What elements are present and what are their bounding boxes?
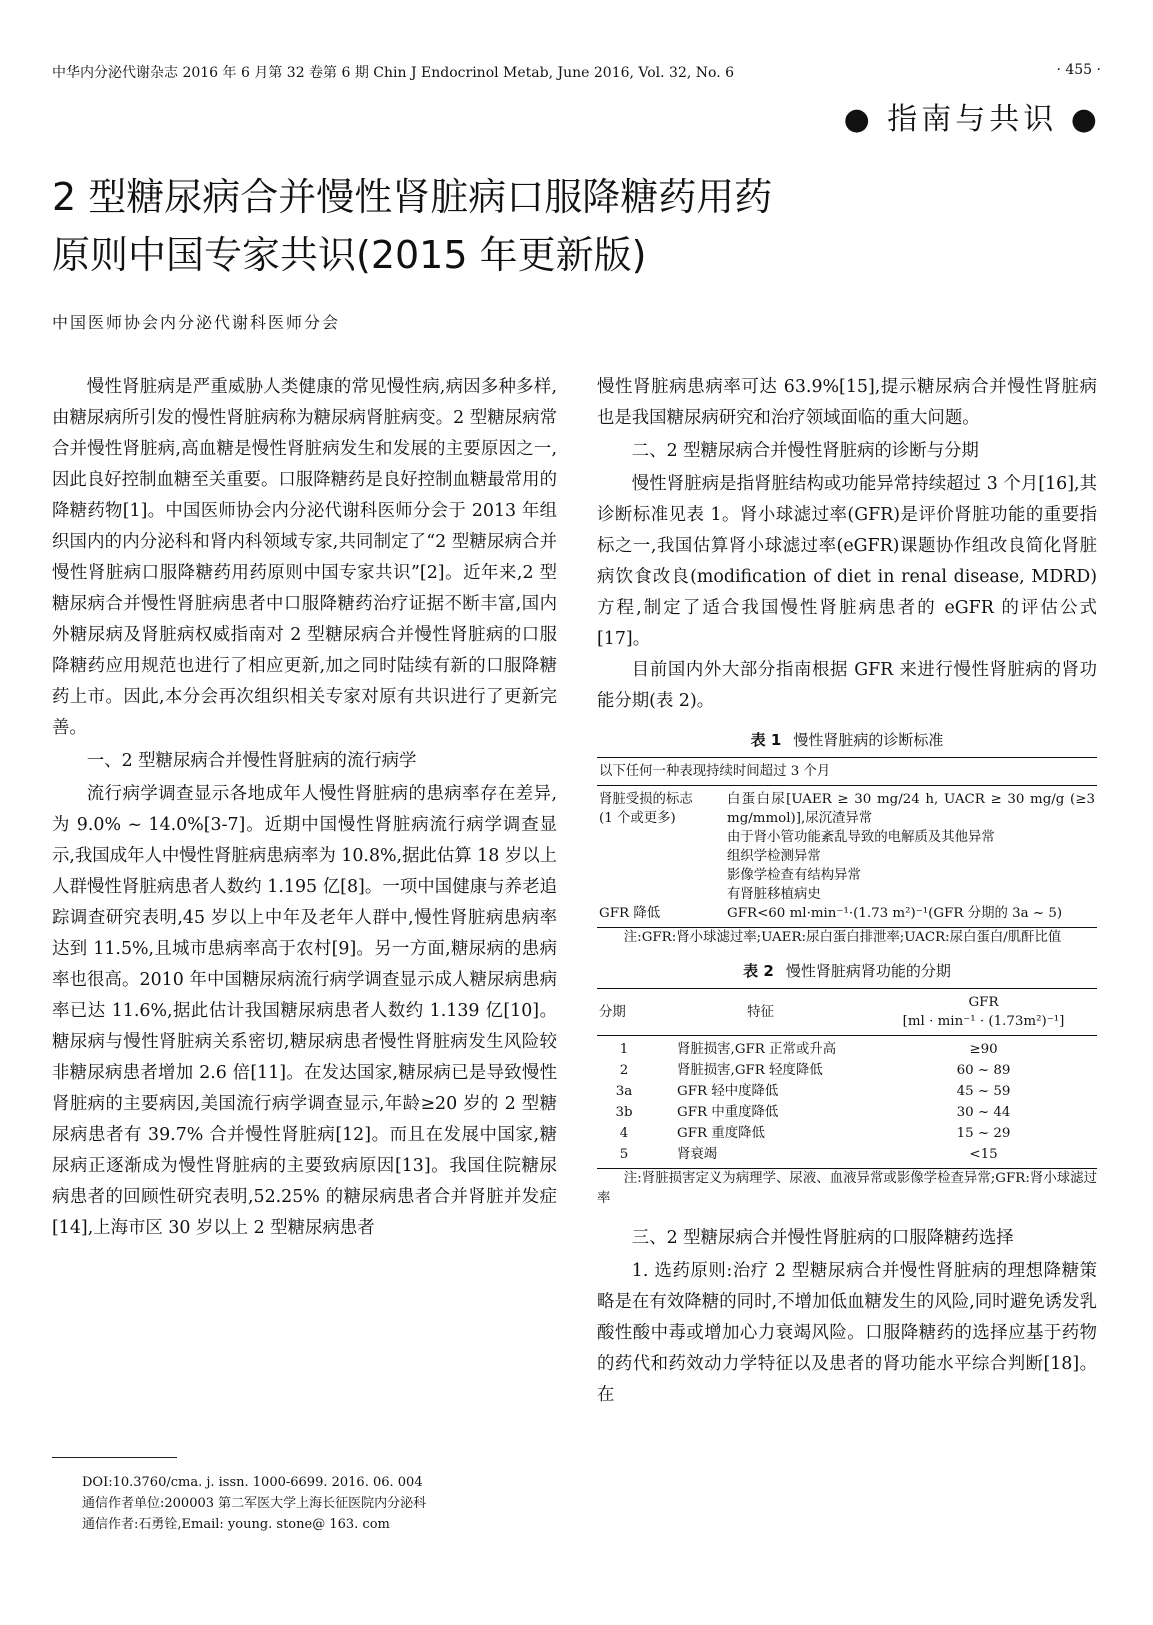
table2-stage: 5 <box>619 1147 629 1162</box>
table1 <box>597 757 1097 928</box>
paragraph-diagnosis: 慢性肾脏病是指肾脏结构或功能异常持续超过 3 个月[16],其诊断标准见表 1。肾小球滤过率(GFR)是评价肾脏功能的重要指标之一,我国估算肾小球滤过率(eGFR)课题协作组改良简化肾脏病饮食改良(modification of diet in renal disease, MDRD)方程,制定了适合我国慢性肾脏病患者的 eGFR 的评估公式[17]。 <box>597 474 1097 649</box>
table2-title: 慢性肾脏病肾功能的分期 <box>785 962 951 980</box>
table2-caption <box>597 960 1097 982</box>
table2-col-gfr-line2: [ml · min⁻¹ · (1.73m²)⁻¹] <box>902 1014 1065 1029</box>
table2-gfr: ≥90 <box>969 1042 998 1057</box>
paragraph-staging: 目前国内外大部分指南根据 GFR 来进行慢性肾脏病的肾功能分期(表 2)。 <box>597 660 1097 711</box>
table2-stage: 2 <box>619 1063 629 1078</box>
table1-note: 注:GFR:肾小球滤过率;UAER:尿白蛋白排泄率;UACR:尿白蛋白/肌酐比值 <box>623 930 1062 945</box>
table2-feature: 肾脏损害,GFR 轻度降低 <box>677 1063 823 1078</box>
paragraph-drug-selection: 1. 选药原则:治疗 2 型糖尿病合并慢性肾脏病的理想降糖策略是在有效降糖的同时,不增加低血糖发生的风险,同时避免诱发乳酸性酸中毒或增加心力衰竭风险。口服降糖药的选择应基于药物的药代和药效动力学特征以及患者的肾功能水平综合判断[18]。在 <box>597 1261 1097 1405</box>
table2-note: 注:肾脏损害定义为病理学、尿液、血液异常或影像学检查异常;GFR:肾小球滤过率 <box>597 1171 1097 1206</box>
left-column <box>52 372 557 1244</box>
table2-col-stage: 分期 <box>597 989 651 1036</box>
footnotes <box>82 1472 426 1535</box>
table2-stage: 4 <box>619 1126 629 1141</box>
section-tag: ● 指南与共识 ● <box>843 102 1101 137</box>
table2-gfr: <15 <box>969 1147 998 1162</box>
footnote-unit: 通信作者单位:200003 第二军医大学上海长征医院内分泌科 <box>82 1496 427 1511</box>
table2-gfr: 15 ~ 29 <box>956 1126 1011 1141</box>
table2-stage: 3b <box>615 1105 633 1120</box>
table2-stage: 3a <box>615 1084 633 1099</box>
table-row <box>597 1123 1097 1144</box>
table2-col-feature: 特征 <box>651 989 870 1036</box>
table1-title: 慢性肾脏病的诊断标准 <box>793 731 944 749</box>
table-row <box>597 1060 1097 1081</box>
table1-row2-label: GFR 降低 <box>599 906 661 921</box>
paragraph-epidemiology: 流行病学调查显示各地成年人慢性肾脏病的患病率存在差异,为 9.0% ~ 14.0%[3-7]。近期中国慢性肾脏病流行病学调查显示,我国成年人中慢性肾脏病患病率为 10.8%,据此估算 18 岁以上人群慢性肾脏病患者人数约 1.195 亿[8]。一项中国健康与养老追踪调查研究表明,45 岁以上中年及老年人群中,慢性肾脏病患病率达到 11.5%,且城市患病率高于农村[9]。另一方面,糖尿病的患病率也很高。2010 年中国糖尿病流行病学调查显示成人糖尿病患病率已达 11.6%,据此估计我国糖尿病患者人数约 1.139 亿[10]。糖尿病与慢性肾脏病关系密切,糖尿病患者慢性肾脏病发生风险较非糖尿病患者增加 2.6 倍[11]。在发达国家,糖尿病已是导致慢性肾脏病的主要病因,美国流行病学调查显示,年龄≥20 岁的 2 型糖尿病患者有 39.7% 合并慢性肾脏病[12]。而且在发展中国家,糖尿病正逐渐成为慢性肾脏病的主要致病原因[13]。我国住院糖尿病患者的回顾性研究表明,52.25% 的糖尿病患者合并肾脏并发症[14],上海市区 30 岁以上 2 型糖尿病患者 <box>52 784 558 1238</box>
table2-feature: GFR 轻中度降低 <box>677 1084 779 1099</box>
table2-col-gfr <box>870 989 1097 1036</box>
footnote-rule <box>52 1457 177 1458</box>
table2-feature: GFR 中重度降低 <box>677 1105 779 1120</box>
table-row <box>597 1144 1097 1169</box>
journal-citation: 中华内分泌代谢杂志 2016 年 6 月第 32 卷第 6 期 Chin J Endocrinol Metab, June 2016, Vol. 32, No. 6 <box>52 65 735 81</box>
title-line-2: 原则中国专家共识(2015 年更新版) <box>52 233 647 277</box>
page-number: · 455 · <box>1056 62 1101 78</box>
table2-feature: 肾衰竭 <box>677 1147 718 1162</box>
article-authors: 中国医师协会内分泌代谢科医师分会 <box>52 313 341 332</box>
table2 <box>597 988 1097 1169</box>
table1-caption <box>597 729 1097 751</box>
footnote-doi: DOI:10.3760/cma. j. issn. 1000-6699. 2016. 06. 004 <box>82 1475 423 1490</box>
table1-header: 以下任何一种表现持续时间超过 3 个月 <box>597 758 1097 786</box>
table1-item: 白蛋白尿[UAER ≥ 30 mg/24 h, UACR ≥ 30 mg/g (≥3 mg/mmol)],尿沉渣异常 <box>727 792 1095 826</box>
section-heading-1: 一、2 型糖尿病合并慢性肾脏病的流行病学 <box>86 751 417 771</box>
table2-stage: 1 <box>619 1042 629 1057</box>
right-column <box>597 372 1097 1411</box>
table1-row1-items <box>725 786 1097 905</box>
table-row <box>597 1102 1097 1123</box>
table2-feature: 肾脏损害,GFR 正常或升高 <box>677 1042 837 1057</box>
table1-item: 影像学检查有结构异常 <box>727 868 861 883</box>
title-line-1: 2 型糖尿病合并慢性肾脏病口服降糖药用药 <box>52 175 773 219</box>
table1-item: 组织学检测异常 <box>727 849 821 864</box>
table1-row1-label <box>597 786 725 905</box>
section-heading-3: 三、2 型糖尿病合并慢性肾脏病的口服降糖药选择 <box>631 1228 1014 1248</box>
table2-gfr: 45 ~ 59 <box>956 1084 1011 1099</box>
table2-col-gfr-line1: GFR <box>968 995 999 1010</box>
table-row <box>597 1081 1097 1102</box>
table1-row2-value: GFR<60 ml·min⁻¹·(1.73 m²)⁻¹(GFR 分期的 3a ~ 5) <box>727 906 1063 921</box>
table1-label: 表 1 <box>750 731 782 749</box>
table1-item: 有肾脏移植病史 <box>727 887 821 902</box>
section-heading-2: 二、2 型糖尿病合并慢性肾脏病的诊断与分期 <box>631 441 979 461</box>
table2-gfr: 30 ~ 44 <box>956 1105 1011 1120</box>
paragraph-intro: 慢性肾脏病是严重威胁人类健康的常见慢性病,病因多种多样,由糖尿病所引发的慢性肾脏病称为糖尿病肾脏病变。2 型糖尿病常合并慢性肾脏病,高血糖是慢性肾脏病发生和发展的主要原因之一,因此良好控制血糖至关重要。口服降糖药是良好控制血糖最常用的降糖药物[1]。中国医师协会内分泌代谢科医师分会于 2013 年组织国内的内分泌科和肾内科领域专家,共同制定了“2 型糖尿病合并慢性肾脏病口服降糖药用药原则中国专家共识”[2]。近年来,2 型糖尿病合并慢性肾脏病患者中口服降糖药治疗证据不断丰富,国内外糖尿病及肾脏病权威指南对 2 型糖尿病合并慢性肾脏病的口服降糖药应用规范也进行了相应更新,加之同时陆续有新的口服降糖药上市。因此,本分会再次组织相关专家对原有共识进行了更新完善。 <box>52 377 557 738</box>
table2-label: 表 2 <box>743 962 774 980</box>
table2-feature: GFR 重度降低 <box>677 1126 765 1141</box>
paragraph-continued: 慢性肾脏病患病率可达 63.9%[15],提示糖尿病合并慢性肾脏病也是我国糖尿病研究和治疗领域面临的重大问题。 <box>597 377 1097 428</box>
table1-row1-label-b: (1 个或更多) <box>599 811 676 826</box>
article-title <box>52 168 772 284</box>
table2-gfr: 60 ~ 89 <box>956 1063 1011 1078</box>
table-row <box>597 1036 1097 1061</box>
table1-item: 由于肾小管功能紊乱导致的电解质及其他异常 <box>727 830 995 845</box>
footnote-author: 通信作者:石勇铨,Email: young. stone@ 163. com <box>82 1517 390 1532</box>
table1-row1-label-a: 肾脏受损的标志 <box>599 792 693 807</box>
running-header <box>52 62 1101 82</box>
